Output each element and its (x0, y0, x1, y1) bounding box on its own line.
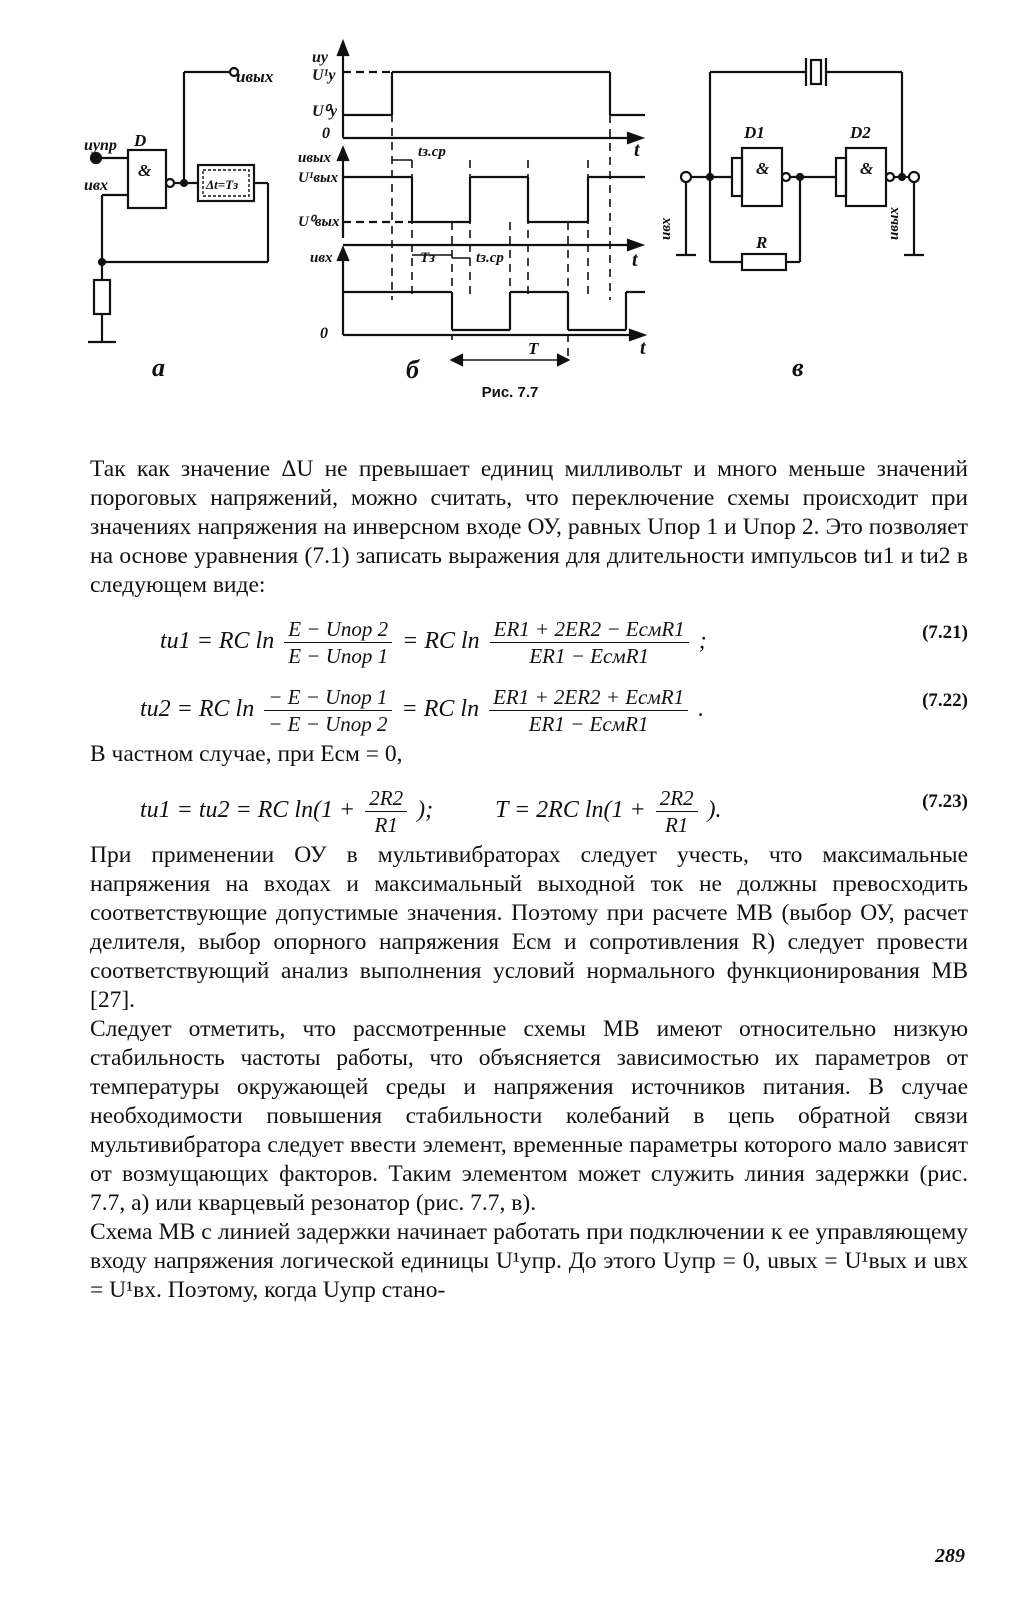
eq23-part2-tail: ). (707, 797, 722, 824)
eq22-f2-den: ER1 − EсмR1 (528, 712, 649, 736)
label-b-zero-top: 0 (322, 125, 330, 142)
label-b-uy1: U¹у (312, 67, 336, 84)
label-b-tz: Tз (420, 250, 436, 266)
label-b-zero-bottom: 0 (320, 325, 328, 342)
eq21-f1-num: E − Uпор 2 (284, 616, 392, 643)
label-c-amp2: & (860, 159, 874, 178)
label-b-uout1: U¹вых (298, 170, 338, 186)
label-panel-b: б (406, 355, 419, 384)
label-c-uout: uвых (886, 207, 902, 240)
label-b-t3: t (640, 337, 646, 359)
figure-7-7 (0, 0, 1020, 420)
eq21-f1-den: E − Uпор 1 (288, 644, 389, 668)
eq21-f2-num: ER1 + 2ER2 − EсмR1 (490, 616, 689, 643)
label-a-uctrl: uупр (84, 137, 117, 154)
panel-a-circuit (88, 68, 268, 342)
label-b-t1: t (634, 139, 640, 161)
crystal-resonator (811, 60, 821, 84)
eq21-tail: ; (698, 628, 707, 655)
equation-7-21 (90, 606, 968, 668)
label-c-d1: D1 (744, 123, 765, 142)
eq23-number: (7.23) (922, 791, 968, 812)
eq23-part1-tail: ); (417, 797, 434, 824)
eq21-number: (7.21) (922, 622, 968, 643)
page-number: 289 (935, 1545, 965, 1567)
eq23-f2-den: R1 (664, 813, 689, 837)
label-b-t2: t (632, 249, 638, 271)
label-panel-c: в (792, 353, 804, 382)
eq22-f1-den: − E − Uпор 2 (268, 712, 388, 736)
eq22-tail: . (698, 696, 705, 723)
label-a-amp: & (138, 161, 152, 180)
label-b-period: T (528, 339, 539, 358)
label-a-uin: uвх (84, 177, 109, 194)
label-c-r: R (756, 233, 768, 252)
figure-caption: Рис. 7.7 (481, 384, 539, 401)
paragraph-5: Схема МВ с линией задержки начинает работать при подключении к ее управляющему входу напряжения логической единицы U¹упр. До этого Uупр = 0, uвых = U¹вых и uвх = U¹вх. Поэтому, когда Uупр стано- (90, 1219, 968, 1303)
eq23-f1-num: 2R2 (365, 785, 407, 812)
body-text (90, 455, 968, 1305)
label-b-tzcp2: tз.ср (476, 250, 504, 266)
eq22-lhs: tи2 = RC ln (140, 696, 255, 723)
eq23-part1: tи1 = tи2 = RC ln(1 + (140, 797, 356, 824)
equation-7-23 (90, 775, 968, 837)
equation-7-22 (90, 674, 968, 736)
paragraph-4: Следует отметить, что рассмотренные схемы МВ имеют относительно низкую стабильность частоты работы, что объясняется зависимостью их параметров от температуры окружающей среды и напряжения источников питания. В случае необходимости повышения стабильности колебаний в цепь обратной связи мультивибратора следует ввести элемент, временные параметры которого мало зависят от возмущающих факторов. Таким элементом может служить линия задержки (рис. 7.7, а) или кварцевый резонатор (рис. 7.7, в). (90, 1016, 968, 1216)
label-a-gate: D (134, 131, 147, 150)
label-c-d2: D2 (850, 123, 871, 142)
paragraph-2: В частном случае, при Eсм = 0, (90, 741, 403, 767)
eq22-f2-num: ER1 + 2ER2 + EсмR1 (489, 684, 688, 711)
label-panel-a: а (152, 353, 165, 382)
paragraph-1: Так как значение ΔU не превышает единиц милливольт и много меньше значений пороговых напряжений, можно считать, что переключение схемы происходит при значениях напряжения на инверсном входе ОУ, равных Uпор 1 и Uпор 2. Это позволяет на основе уравнения (7.1) записать выражения для длительности импульсов tи1 и tи2 в следующем виде: (90, 456, 968, 598)
eq22-f1-num: − E − Uпор 1 (264, 684, 391, 711)
eq21-f2-den: ER1 − EсмR1 (529, 644, 650, 668)
resistor-r (742, 254, 786, 270)
label-a-uout: uвых (236, 67, 274, 86)
paragraph-3: При применении ОУ в мультивибраторах следует учесть, что максимальные напряжения на входах и максимальный выходной ток не должны превосходить соответствующие допустимые значения. Поэтому при расчете МВ (выбор ОУ, расчет делителя, выбор опорного напряжения Eсм и сопротивления R) следует провести соответствующий анализ выполнения условий нормального функционирования МВ [27]. (90, 842, 968, 1013)
eq21-lhs: tи1 = RC ln (160, 628, 275, 655)
eq23-f1-den: R1 (374, 813, 398, 837)
label-a-delay: Δt=Tз (206, 177, 239, 192)
label-c-amp1: & (756, 159, 770, 178)
resistor-a (94, 280, 110, 314)
label-b-uy: uу (312, 49, 328, 66)
label-b-tzcp1: tз.ср (418, 144, 446, 160)
eq22-number: (7.22) (922, 690, 968, 711)
label-b-uin: uвх (310, 250, 333, 266)
panel-b-timing (338, 42, 645, 365)
eq21-mid: = RC ln (402, 628, 480, 655)
label-b-uy0: U⁰у (312, 103, 338, 120)
label-c-uin: uвх (658, 217, 674, 240)
label-b-uout: uвых (298, 150, 331, 166)
label-b-uout0: U⁰вых (298, 214, 340, 230)
eq23-f2-num: 2R2 (656, 785, 698, 812)
eq22-mid: = RC ln (401, 696, 480, 723)
eq23-part2: T = 2RC ln(1 + (495, 797, 646, 824)
